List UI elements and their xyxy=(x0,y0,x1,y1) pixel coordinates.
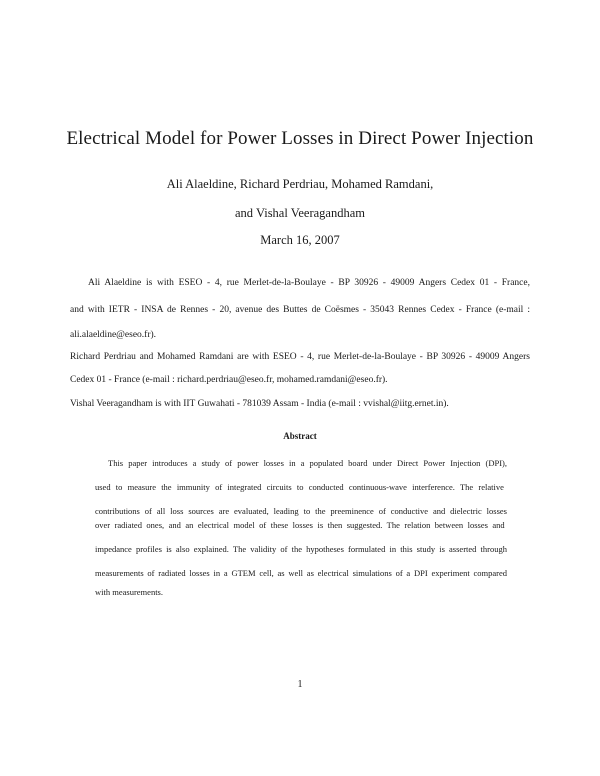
paper-date: March 16, 2007 xyxy=(260,233,340,247)
abstract-line: used to measure the immunity of integrated circuits to conducted continuous-wave interference. The relative xyxy=(95,482,504,492)
affiliation-line: Cedex 01 - France (e-mail : richard.perdriau@eseo.fr, mohamed.ramdani@eseo.fr). xyxy=(70,375,388,385)
affiliation-line: and with IETR - INSA de Rennes - 20, avenue des Buttes de Coësmes - 35043 Rennes Cedex - France (e-mail : xyxy=(70,305,530,315)
authors-line-1: Ali Alaeldine, Richard Perdriau, Mohamed Ramdani, xyxy=(166,177,434,191)
abstract-heading: Abstract xyxy=(283,431,317,441)
paper-title: Electrical Model for Power Losses in Direct Power Injection xyxy=(66,128,534,149)
abstract-line: contributions of all loss sources are evaluated, leading to the preeminence of conductive and dielectric losses xyxy=(95,506,507,516)
abstract-line: with measurements. xyxy=(95,587,163,597)
abstract-line: measurements of radiated losses in a GTEM cell, as well as electrical simulations of a DPI experiment compared xyxy=(95,568,507,578)
authors-line-2: and Vishal Veeragandham xyxy=(235,206,365,220)
page-number: 1 xyxy=(297,679,303,690)
affiliation-line: Vishal Veeragandham is with IIT Guwahati - 781039 Assam - India (e-mail : vvishal@iitg.ernet.in). xyxy=(70,399,449,409)
affiliation-line: Richard Perdriau and Mohamed Ramdani are with ESEO - 4, rue Merlet-de-la-Boulaye - BP 30926 - 49009 Angers xyxy=(70,352,530,362)
affiliation-line: Ali Alaeldine is with ESEO - 4, rue Merlet-de-la-Boulaye - BP 30926 - 49009 Angers Cedex 01 - France, xyxy=(88,278,530,288)
affiliation-line: ali.alaeldine@eseo.fr). xyxy=(70,330,157,340)
abstract-line: impedance profiles is also explained. The validity of the hypotheses formulated in this study is asserted through xyxy=(95,544,507,554)
abstract-line: This paper introduces a study of power losses in a populated board under Direct Power Injection (DPI), xyxy=(108,458,507,468)
abstract-line: over radiated ones, and an electrical model of these losses is then suggested. The relation between losses and xyxy=(95,520,505,530)
